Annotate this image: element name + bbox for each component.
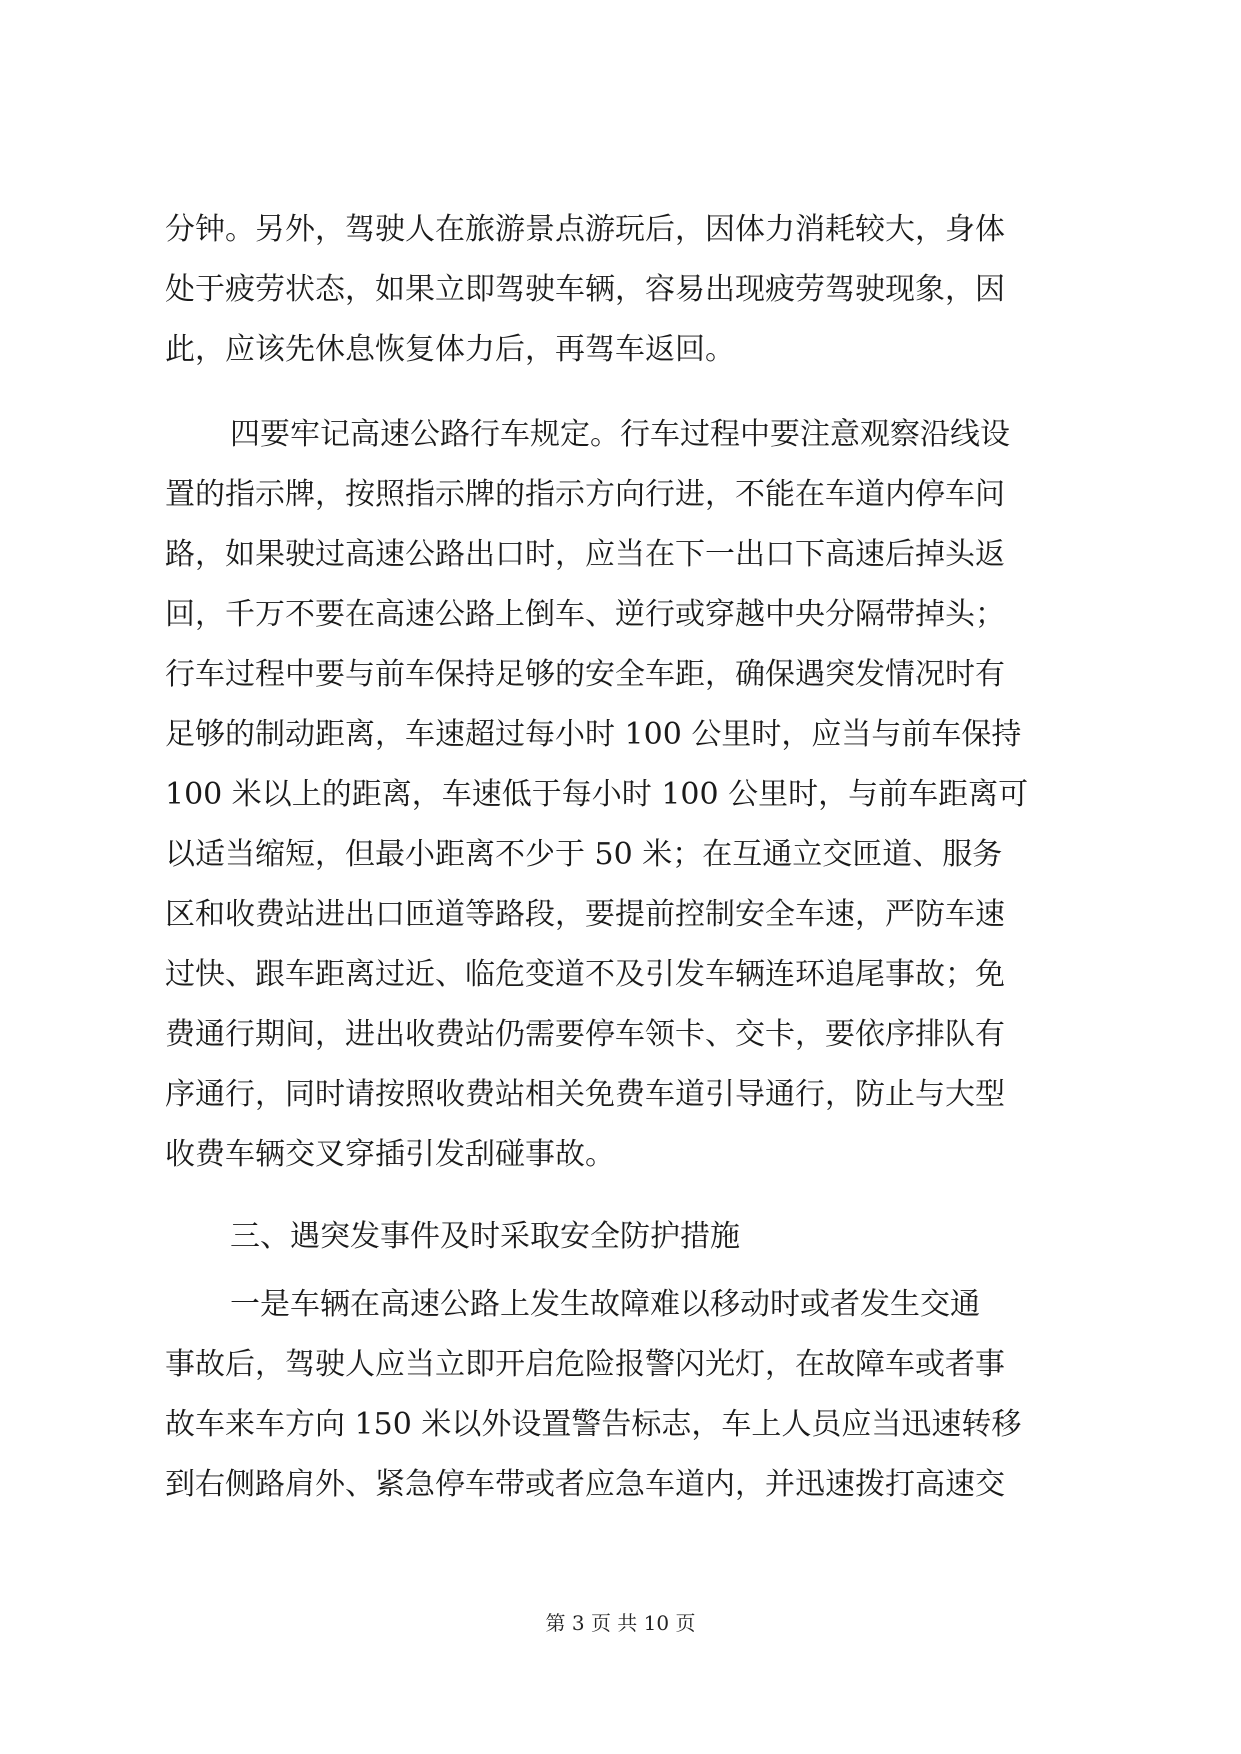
text-line: 过快、跟车距离过近、临危变道不及引发车辆连环追尾事故；免 [165, 957, 1005, 992]
text-line: 回，千万不要在高速公路上倒车、逆行或穿越中央分隔带掉头； [165, 597, 1005, 632]
text-line: 路，如果驶过高速公路出口时，应当在下一出口下高速后掉头返 [165, 537, 1005, 572]
text-line: 此，应该先休息恢复体力后，再驾车返回。 [165, 332, 735, 367]
paragraph-start-line: 一是车辆在高速公路上发生故障难以移动时或者发生交通 [230, 1287, 980, 1322]
text-line: 到右侧路肩外、紧急停车带或者应急车道内，并迅速拨打高速交 [165, 1467, 1005, 1502]
text-line: 收费车辆交叉穿插引发刮碰事故。 [165, 1137, 615, 1172]
text-line: 处于疲劳状态，如果立即驾驶车辆，容易出现疲劳驾驶现象，因 [165, 272, 1005, 307]
text-line: 分钟。另外，驾驶人在旅游景点游玩后，因体力消耗较大，身体 [165, 212, 1005, 247]
page-number-footer: 第 3 页 共 10 页 [545, 1611, 696, 1635]
text-line: 以适当缩短，但最小距离不少于 50 米；在互通立交匝道、服务 [165, 837, 1003, 872]
text-line: 行车过程中要与前车保持足够的安全车距，确保遇突发情况时有 [165, 657, 1005, 692]
text-line: 费通行期间，进出收费站仍需要停车领卡、交卡，要依序排队有 [165, 1017, 1005, 1052]
text-line: 事故后，驾驶人应当立即开启危险报警闪光灯，在故障车或者事 [165, 1347, 1005, 1382]
text-line: 区和收费站进出口匝道等路段，要提前控制安全车速，严防车速 [165, 897, 1005, 932]
paragraph-start-line: 四要牢记高速公路行车规定。行车过程中要注意观察沿线设 [230, 417, 1010, 452]
text-line: 100 米以上的距离，车速低于每小时 100 公里时，与前车距离可 [165, 777, 1029, 812]
text-line: 故车来车方向 150 米以外设置警告标志，车上人员应当迅速转移 [165, 1407, 1022, 1442]
text-line: 足够的制动距离，车速超过每小时 100 公里时，应当与前车保持 [165, 717, 1022, 752]
text-line: 序通行，同时请按照收费站相关免费车道引导通行，防止与大型 [165, 1077, 1005, 1112]
text-line: 置的指示牌，按照指示牌的指示方向行进，不能在车道内停车问 [165, 477, 1005, 512]
section-heading: 三、遇突发事件及时采取安全防护措施 [230, 1219, 740, 1254]
